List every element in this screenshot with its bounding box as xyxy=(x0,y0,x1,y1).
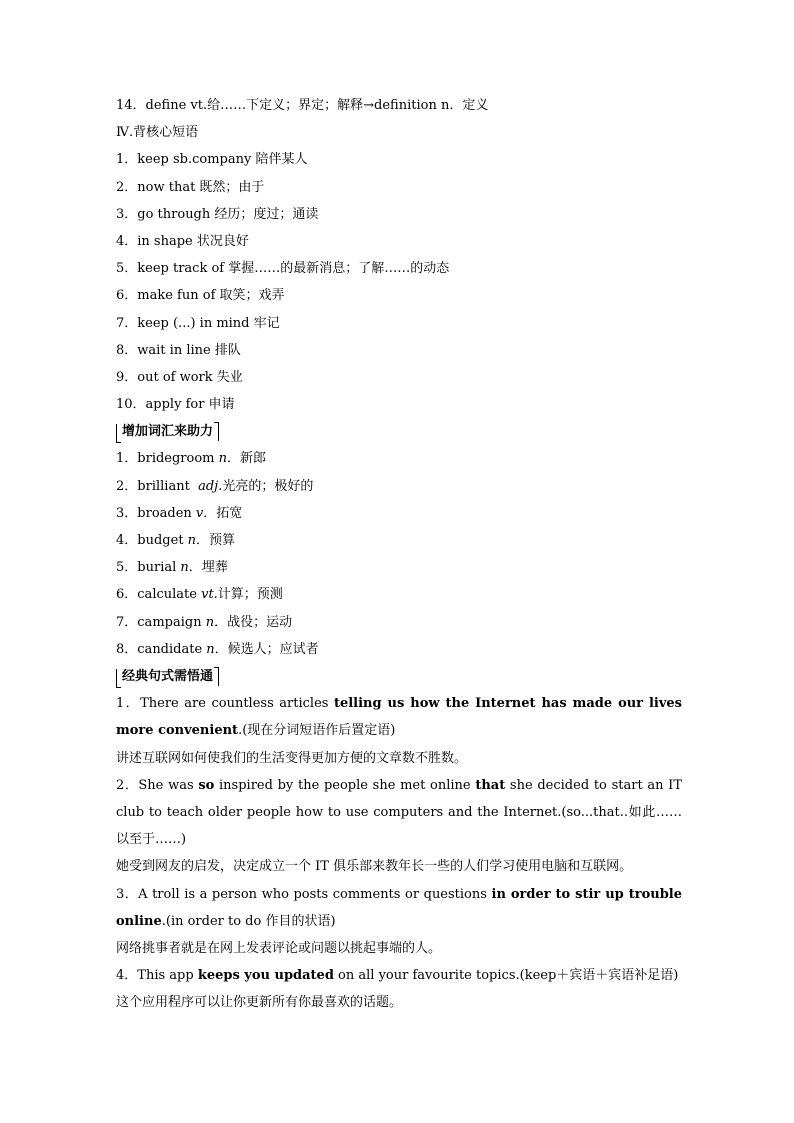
extra-vocab-item: 7．campaign n．战役；运动 xyxy=(116,614,293,630)
phrase-item: 3．go through 经历；度过；通读 xyxy=(116,206,319,222)
sentence-4: 4．This app keeps you updated on all your favourite topics.(keep＋宾语＋宾语补足语) xyxy=(116,968,679,984)
phrase-item: 4．in shape 状况良好 xyxy=(116,233,249,249)
extra-vocab-item: 4．budget n．预算 xyxy=(116,533,236,548)
phrase-item: 5．keep track of 掌握……的最新消息；了解……的动态 xyxy=(116,261,450,277)
sentence-3-translation: 网络挑事者就是在网上发表评论或问题以挑起事端的人。 xyxy=(116,940,442,956)
sentence-1-translation: 讲述互联网如何使我们的生活变得更加方便的文章数不胜数。 xyxy=(116,750,468,766)
phrases-heading: Ⅳ.背核心短语 xyxy=(116,125,199,141)
phrase-item: 2．now that 既然；由于 xyxy=(116,179,265,195)
phrase-item: 7．keep (...) in mind 牢记 xyxy=(116,315,280,331)
phrase-item: 6．make fun of 取笑；戏弄 xyxy=(116,288,285,304)
phrase-item: 8．wait in line 排队 xyxy=(116,342,241,358)
phrase-item: 9．out of work 失业 xyxy=(116,369,243,385)
document-page xyxy=(116,92,682,1016)
sentence-2: 2．She was so inspired by the people she met online that she decided to start an IT club to teach older people how to use computers and the Internet.(so...that..如此……以至于……) xyxy=(116,777,682,848)
extra-vocab-item: 2．brilliant adj.光亮的；极好的 xyxy=(116,478,314,494)
extra-vocab-item: 3．broaden v．拓宽 xyxy=(116,505,243,521)
extra-vocab-item: 6．calculate vt.计算；预测 xyxy=(116,587,283,603)
extra-vocab-item: 1．bridegroom n．新郎 xyxy=(116,451,267,467)
sentence-4-translation: 这个应用程序可以让你更新所有你最喜欢的话题。 xyxy=(116,995,403,1011)
sentence-2-translation: 她受到网友的启发，决定成立一个 IT 俱乐部来教年长一些的人们学习使用电脑和互联网。 xyxy=(116,859,633,875)
sentences-heading: 经典句式需悟通 xyxy=(116,667,219,687)
vocab-item-14: 14．define vt.给……下定义；界定；解释→definition n．定义 xyxy=(116,98,489,113)
phrase-item: 1．keep sb.company 陪伴某人 xyxy=(116,152,308,168)
extra-vocab-heading: 增加词汇来助力 xyxy=(116,422,219,442)
sentence-3: 3．A troll is a person who posts comments or questions in order to stir up trouble online.(in order to do 作目的状语) xyxy=(116,886,682,929)
phrase-item: 10．apply for 申请 xyxy=(116,397,235,413)
extra-vocab-item: 8．candidate n．候选人；应试者 xyxy=(116,641,319,657)
sentence-1: 1．There are countless articles telling us how the Internet has made our lives more convenient.(现在分词短语作后置定语) xyxy=(116,696,682,739)
extra-vocab-item: 5．burial n．埋葬 xyxy=(116,560,228,576)
